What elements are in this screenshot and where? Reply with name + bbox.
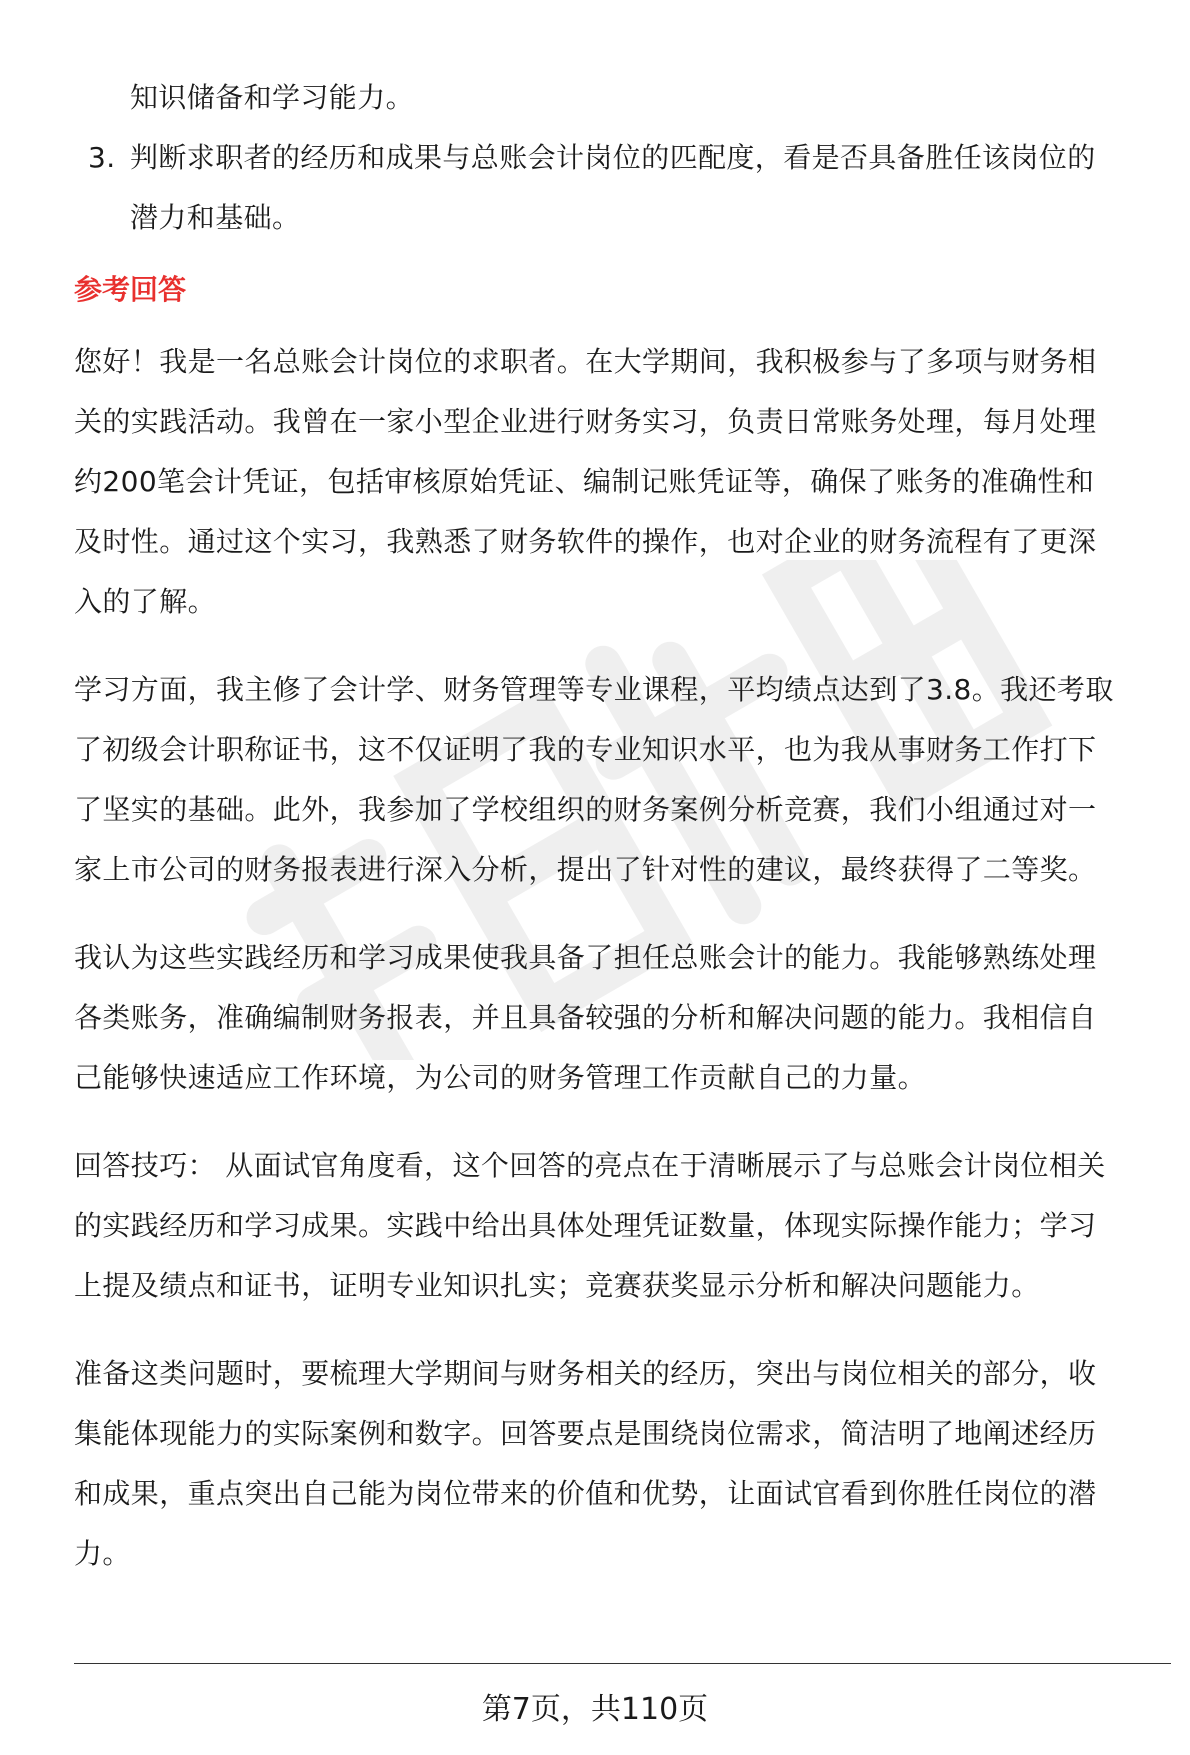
text-line: 潜力和基础。 bbox=[130, 201, 301, 234]
list-item-3 bbox=[74, 128, 1174, 248]
list-item-number: 3. bbox=[88, 141, 116, 174]
text-line: 家上市公司的财务报表进行深入分析，提出了针对性的建议，最终获得了二等奖。 bbox=[74, 853, 1097, 886]
text-line: 了坚实的基础。此外，我参加了学校组织的财务案例分析竞赛，我们小组通过对一 bbox=[74, 793, 1097, 826]
text-line: 力。 bbox=[74, 1537, 131, 1570]
text-line: 各类账务，准确编制财务报表，并且具备较强的分析和解决问题的能力。我相信自 bbox=[74, 1001, 1097, 1034]
text-line: 上提及绩点和证书，证明专业知识扎实；竞赛获奖显示分析和解决问题能力。 bbox=[74, 1269, 1040, 1302]
text-line: 集能体现能力的实际案例和数字。回答要点是围绕岗位需求，简洁明了地阐述经历 bbox=[74, 1417, 1097, 1450]
text-line: 学习方面，我主修了会计学、财务管理等专业课程，平均绩点达到了3.8。我还考取 bbox=[74, 673, 1114, 706]
footer-divider bbox=[74, 1663, 1171, 1664]
text-line: 判断求职者的经历和成果与总账会计岗位的匹配度，看是否具备胜任该岗位的 bbox=[130, 141, 1096, 174]
paragraph-intro bbox=[74, 332, 1174, 632]
text-line: 约200笔会计凭证，包括审核原始凭证、编制记账凭证等，确保了账务的准确性和 bbox=[74, 465, 1095, 498]
text-line: 我认为这些实践经历和学习成果使我具备了担任总账会计的能力。我能够熟练处理 bbox=[74, 941, 1097, 974]
paragraph-tips bbox=[74, 1136, 1174, 1316]
text-line: 和成果，重点突出自己能为岗位带来的价值和优势，让面试官看到你胜任岗位的潜 bbox=[74, 1477, 1097, 1510]
text-line: 的实践经历和学习成果。实践中给出具体处理凭证数量，体现实际操作能力；学习 bbox=[74, 1209, 1097, 1242]
text-line: 回答技巧： 从面试官角度看，这个回答的亮点在于清晰展示了与总账会计岗位相关 bbox=[74, 1149, 1106, 1182]
text-line: 己能够快速适应工作环境，为公司的财务管理工作贡献自己的力量。 bbox=[74, 1061, 927, 1094]
paragraph-ability bbox=[74, 928, 1174, 1108]
page-number: 第7页，共110页 bbox=[481, 1692, 709, 1727]
answer-heading: 参考回答 bbox=[74, 273, 187, 306]
text-line: 了初级会计职称证书，这不仅证明了我的专业知识水平，也为我从事财务工作打下 bbox=[74, 733, 1097, 766]
text-line: 及时性。通过这个实习，我熟悉了财务软件的操作，也对企业的财务流程有了更深 bbox=[74, 525, 1097, 558]
text-line: 准备这类问题时，要梳理大学期间与财务相关的经历，突出与岗位相关的部分，收 bbox=[74, 1357, 1097, 1390]
document-body bbox=[74, 68, 1174, 1612]
text-line: 关的实践活动。我曾在一家小型企业进行财务实习，负责日常账务处理，每月处理 bbox=[74, 405, 1097, 438]
text-line: 您好！我是一名总账会计岗位的求职者。在大学期间，我积极参与了多项与财务相 bbox=[74, 345, 1097, 378]
text-line: 入的了解。 bbox=[74, 585, 217, 618]
paragraph-preparation bbox=[74, 1344, 1174, 1584]
paragraph-study bbox=[74, 660, 1174, 900]
list-item-text bbox=[130, 128, 1096, 248]
list-item-continuation: 知识储备和学习能力。 bbox=[130, 81, 415, 114]
